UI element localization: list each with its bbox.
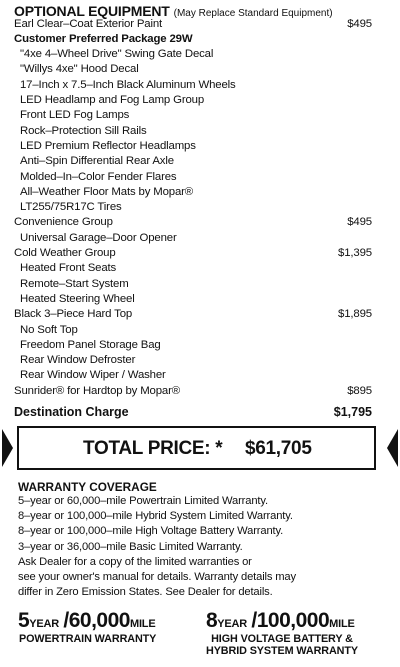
equipment-item-label: All–Weather Floor Mats by Mopar®: [20, 185, 194, 198]
section-subtitle: (May Replace Standard Equipment): [173, 8, 333, 19]
equipment-item: [14, 215, 372, 230]
equipment-item-label: Freedom Panel Storage Bag: [20, 338, 161, 351]
equipment-item-label: Sunrider® for Hardtop by Mopar®: [14, 384, 180, 397]
section-title: OPTIONAL EQUIPMENT: [14, 3, 170, 19]
equipment-item: [14, 17, 372, 32]
powertrain-warranty-badge: [18, 609, 156, 645]
equipment-item-label: Rear Window Wiper / Washer: [20, 369, 166, 382]
badge-left-mile-word: MILE: [129, 618, 156, 630]
equipment-item-label: Molded–In–Color Fender Flares: [20, 170, 177, 183]
equipment-item-label: 17–Inch x 7.5–Inch Black Aluminum Wheels: [20, 78, 236, 91]
total-price-box: [17, 426, 376, 470]
badge-left-year-word: YEAR: [29, 618, 59, 630]
equipment-item: [20, 62, 372, 77]
equipment-item: [20, 277, 372, 292]
equipment-item-label: Black 3–Piece Hard Top: [14, 308, 133, 321]
equipment-item-label: Cold Weather Group: [14, 247, 116, 259]
badge-right-year-word: YEAR: [217, 618, 247, 630]
equipment-item-label: Rock–Protection Sill Rails: [20, 124, 147, 137]
equipment-item-label: Convenience Group: [14, 216, 113, 229]
destination-charge-row: [14, 404, 372, 420]
equipment-item: [20, 108, 372, 123]
total-price-label: TOTAL PRICE: *: [83, 438, 223, 459]
badge-left-years: 5: [18, 609, 30, 632]
equipment-item-label: Customer Preferred Package 29W: [14, 32, 193, 45]
equipment-item-price: $1,895: [338, 308, 372, 321]
equipment-item: [14, 32, 372, 47]
badge-right-caption-2: HYBRID SYSTEM WARRANTY: [206, 645, 358, 657]
equipment-item-label: Universal Garage–Door Opener: [20, 231, 177, 244]
equipment-item: [20, 261, 372, 276]
equipment-item-label: LED Premium Reflector Headlamps: [20, 139, 196, 152]
equipment-item: [20, 292, 372, 307]
equipment-item: [20, 78, 372, 93]
left-pointer-arrow: [2, 429, 13, 467]
equipment-item: [20, 170, 372, 185]
equipment-item-label: Remote–Start System: [20, 277, 129, 290]
warranty-line: see your owner's manual for details. Warranty details may: [18, 571, 296, 583]
warranty-line: 3–year or 36,000–mile Basic Limited Warranty.: [18, 540, 243, 553]
equipment-item-price: $895: [347, 384, 372, 397]
equipment-item-price: $495: [347, 216, 372, 229]
equipment-item: [20, 368, 372, 383]
badge-right-miles: /100,000: [251, 609, 330, 632]
warranty-line: 8–year or 100,000–mile Hybrid System Limited Warranty.: [18, 510, 293, 523]
badge-left-miles: /60,000: [63, 609, 130, 632]
equipment-item: [20, 47, 372, 62]
equipment-item-label: "Willys 4xe" Hood Decal: [20, 63, 139, 76]
equipment-item-label: Heated Front Seats: [20, 262, 117, 275]
badge-right-mile-word: MILE: [329, 618, 355, 630]
destination-label: Destination Charge: [14, 405, 129, 419]
warranty-coverage-title: WARRANTY COVERAGE: [18, 480, 157, 494]
equipment-item: [20, 124, 372, 139]
equipment-item: [20, 231, 372, 246]
equipment-item: [14, 307, 372, 322]
battery-hybrid-warranty-badge: [206, 609, 358, 657]
equipment-item: [20, 200, 372, 215]
warranty-line: Ask Dealer for a copy of the limited warranties or: [18, 555, 252, 568]
equipment-item-label: Rear Window Defroster: [20, 354, 136, 367]
equipment-item: [20, 338, 372, 353]
equipment-item: [14, 384, 372, 399]
equipment-item-label: Front LED Fog Lamps: [20, 109, 130, 122]
badge-left-caption: POWERTRAIN WARRANTY: [19, 633, 157, 645]
equipment-item: [20, 154, 372, 169]
warranty-line: differ in Zero Emission States. See Dealer for details.: [18, 586, 273, 599]
warranty-line: 5–year or 60,000–mile Powertrain Limited Warranty.: [18, 495, 268, 507]
equipment-item-label: LT255/75R17C Tires: [20, 201, 122, 214]
equipment-item-label: No Soft Top: [20, 323, 78, 336]
right-pointer-arrow: [387, 429, 398, 467]
equipment-item-label: Heated Steering Wheel: [20, 292, 135, 305]
equipment-item: [20, 139, 372, 154]
equipment-item-label: Earl Clear–Coat Exterior Paint: [14, 17, 163, 30]
equipment-item: [20, 185, 372, 200]
equipment-item-label: "4xe 4–Wheel Drive" Swing Gate Decal: [20, 48, 214, 61]
badge-right-caption-1: HIGH VOLTAGE BATTERY &: [211, 633, 353, 645]
equipment-item-price: $1,395: [338, 247, 372, 259]
equipment-item-label: Anti–Spin Differential Rear Axle: [20, 155, 174, 168]
warranty-line: 8–year or 100,000–mile High Voltage Battery Warranty.: [18, 525, 284, 538]
total-price-value: $61,705: [245, 438, 312, 459]
destination-price: $1,795: [333, 405, 372, 419]
badge-right-years: 8: [206, 609, 218, 632]
equipment-item: [20, 93, 372, 108]
equipment-item-label: LED Headlamp and Fog Lamp Group: [20, 94, 205, 106]
equipment-item-price: $495: [347, 17, 372, 30]
equipment-item: [14, 246, 372, 261]
equipment-item: [20, 323, 372, 338]
equipment-item: [20, 353, 372, 368]
